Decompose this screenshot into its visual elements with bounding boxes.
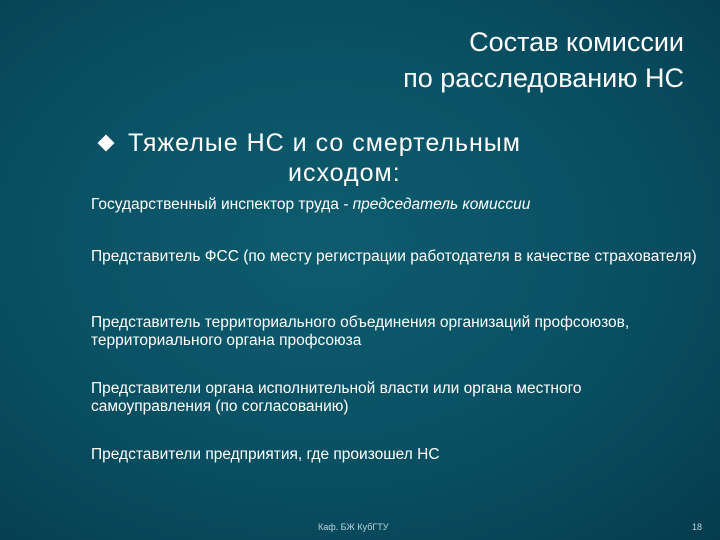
list-item-text: Государственный инспектор труда bbox=[91, 196, 339, 213]
list-item-enterprise bbox=[91, 446, 703, 464]
list-item-text: Представитель территориального объединения организаций профсоюзов, территориального органа профсоюза bbox=[91, 314, 630, 349]
list-item-text: Представители предприятия, где произошел НС bbox=[91, 446, 440, 463]
slide-title bbox=[403, 24, 684, 96]
slide-title-line1: Состав комиссии bbox=[469, 27, 684, 57]
section-heading-line1: Тяжелые НС и со смертельным bbox=[128, 129, 521, 157]
slide-title-line2: по расследованию НС bbox=[403, 63, 684, 93]
list-item-inspector bbox=[91, 196, 703, 214]
list-item-role: - председатель комиссии bbox=[338, 196, 531, 213]
list-item-text: Представитель ФСС (по месту регистрации работодателя в качестве страхователя) bbox=[91, 248, 697, 265]
section-heading-line2: исходом: bbox=[288, 159, 401, 187]
page-number: 18 bbox=[691, 522, 702, 532]
list-item-trade-unions bbox=[91, 314, 703, 350]
diamond-bullet-icon bbox=[98, 135, 115, 152]
list-item-authorities bbox=[91, 380, 703, 416]
section-heading bbox=[100, 128, 521, 188]
list-item-text: Представители органа исполнительной власти или органа местного самоуправления (по согласованию) bbox=[91, 380, 582, 415]
footer-department: Каф. БЖ КубГТУ bbox=[318, 522, 389, 532]
list-item-fss bbox=[91, 248, 703, 266]
